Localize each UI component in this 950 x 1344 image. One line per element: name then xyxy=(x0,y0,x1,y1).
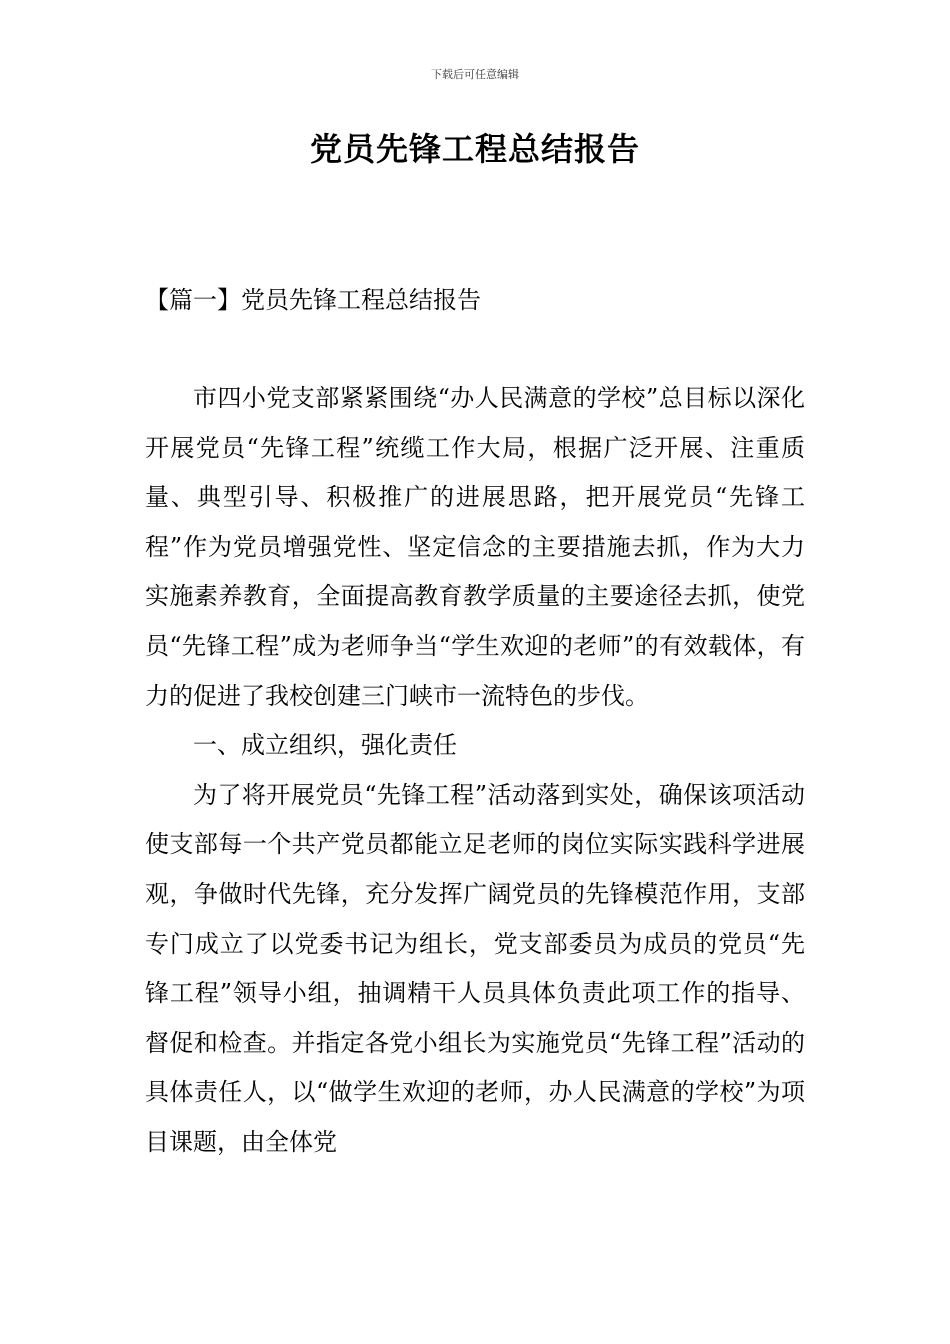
paragraph-subheading: 一、成立组织，强化责任 xyxy=(193,731,457,760)
paragraph-organization: 为了将开展党员“先锋工程”活动落到实处，确保该项活动使支部每一个共产党员都能立足老师的岗位实际实践科学进展观，争做时代先锋，充分发挥广阔党员的先锋模范作用，支部专门成立了以党委书记为组长，党支部委员为成员的党员“先锋工程”领导小组，抽调精干人员具体负责此项工作的指导、督促和检查。并指定各党小组长为实施党员“先锋工程”活动的具体责任人，以“做学生欢迎的老师，办人民满意的学校”为项目课题，由全体党 xyxy=(145,780,805,1156)
section-heading: 【篇一】党员先锋工程总结报告 xyxy=(145,286,481,314)
header-note: 下载后可任意编辑 xyxy=(431,68,519,81)
document-body xyxy=(145,374,805,1168)
document-title: 党员先锋工程总结报告 xyxy=(309,130,640,168)
paragraph-intro: 市四小党支部紧紧围绕“办人民满意的学校”总目标以深化开展党员“先锋工程”统缆工作大局，根据广泛开展、注重质量、典型引导、积极推广的进展思路，把开展党员“先锋工程”作为党员增强党性、坚定信念的主要措施去抓，作为大力实施素养教育，全面提高教育教学质量的主要途径去抓，使党员“先锋工程”成为老师争当“学生欢迎的老师”的有效载体，有力的促进了我校创建三门峡市一流特色的步伐。 xyxy=(145,384,805,710)
